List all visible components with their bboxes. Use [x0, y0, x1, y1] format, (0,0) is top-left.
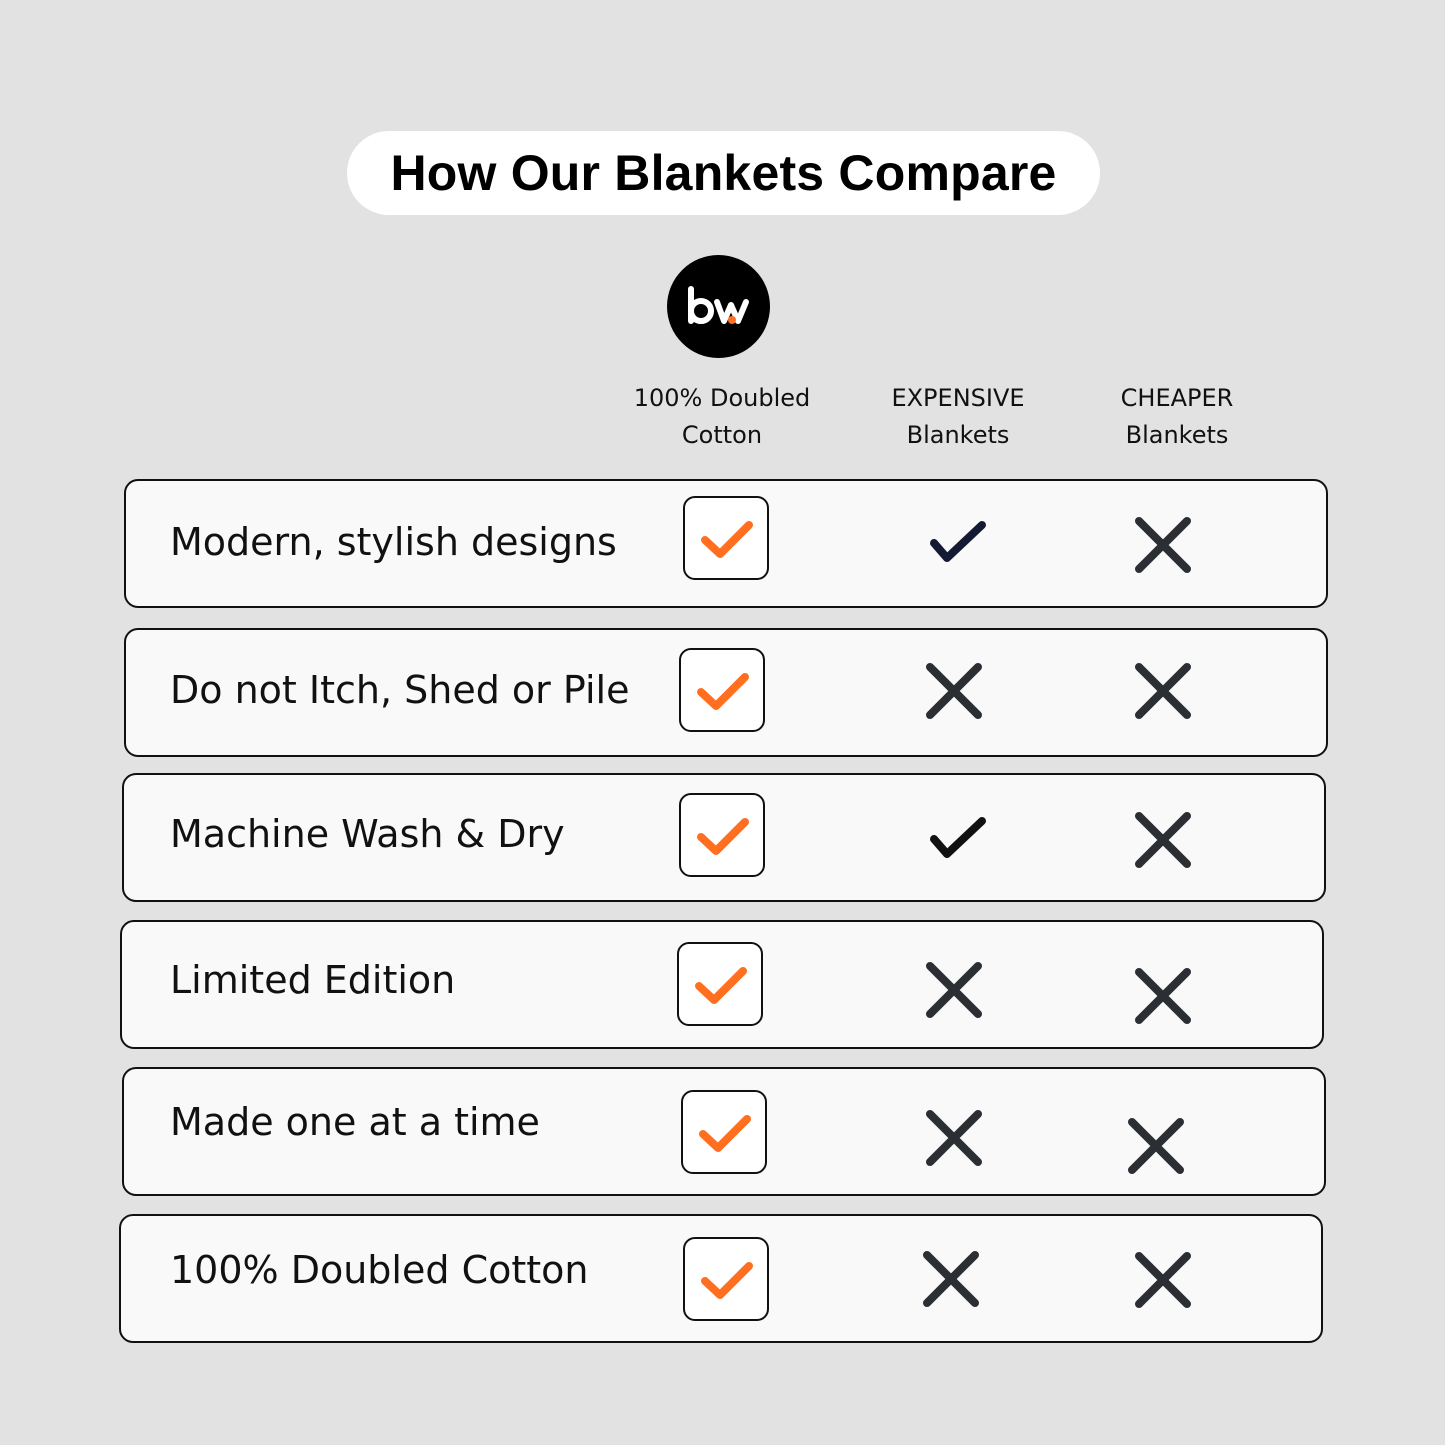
cross-icon: [922, 958, 986, 1022]
cross-icon: [922, 1106, 986, 1170]
navy-check-icon: [925, 515, 991, 571]
expensive-cross-mark: [919, 1247, 983, 1311]
page-title: How Our Blankets Compare: [390, 145, 1057, 201]
cheaper-cross-mark: [1131, 659, 1195, 723]
cross-icon: [922, 659, 986, 723]
cross-icon: [1131, 659, 1195, 723]
expensive-cross-mark: [922, 958, 986, 1022]
brand-logo: [667, 255, 770, 358]
ours-check-box: [679, 793, 765, 877]
column-header-ours: [622, 380, 822, 454]
cheaper-cross-mark: [1131, 1248, 1195, 1312]
orange-check-icon: [685, 498, 767, 578]
cheaper-cross-mark: [1131, 808, 1195, 872]
orange-check-icon: [685, 1239, 767, 1319]
cross-icon: [1131, 964, 1195, 1028]
ours-check-box: [681, 1090, 767, 1174]
cross-icon: [1131, 1248, 1195, 1312]
expensive-cross-mark: [922, 1106, 986, 1170]
feature-label: Limited Edition: [170, 958, 456, 1002]
column-header-line: Cotton: [681, 421, 763, 449]
feature-label: 100% Doubled Cotton: [170, 1248, 589, 1292]
ours-check-box: [683, 1237, 769, 1321]
dark-check-icon: [925, 811, 991, 867]
orange-check-icon: [681, 795, 763, 875]
column-header-line: 100% Doubled: [633, 384, 811, 412]
cross-icon: [1131, 513, 1195, 577]
title-pill: [347, 131, 1100, 215]
expensive-check-mark: [925, 515, 991, 571]
column-header-line: Blankets: [1125, 421, 1229, 449]
bw-logo-icon: [667, 255, 770, 358]
orange-check-icon: [681, 650, 763, 730]
cross-icon: [1124, 1114, 1188, 1178]
feature-label: Made one at a time: [170, 1100, 540, 1144]
column-header-line: Blankets: [906, 421, 1010, 449]
column-header-cheaper: [1077, 380, 1277, 454]
ours-check-box: [679, 648, 765, 732]
feature-label: Modern, stylish designs: [170, 520, 617, 564]
column-header-line: EXPENSIVE: [891, 384, 1025, 412]
cheaper-cross-mark: [1124, 1114, 1188, 1178]
cross-icon: [1131, 808, 1195, 872]
feature-label: Machine Wash & Dry: [170, 812, 565, 856]
cross-icon: [919, 1247, 983, 1311]
cheaper-cross-mark: [1131, 513, 1195, 577]
ours-check-box: [677, 942, 763, 1026]
column-header-expensive: [858, 380, 1058, 454]
expensive-cross-mark: [922, 659, 986, 723]
orange-check-icon: [679, 944, 761, 1024]
orange-check-icon: [683, 1092, 765, 1172]
ours-check-box: [683, 496, 769, 580]
feature-label: Do not Itch, Shed or Pile: [170, 668, 630, 712]
cheaper-cross-mark: [1131, 964, 1195, 1028]
column-header-line: CHEAPER: [1120, 384, 1234, 412]
expensive-check-mark: [925, 811, 991, 867]
